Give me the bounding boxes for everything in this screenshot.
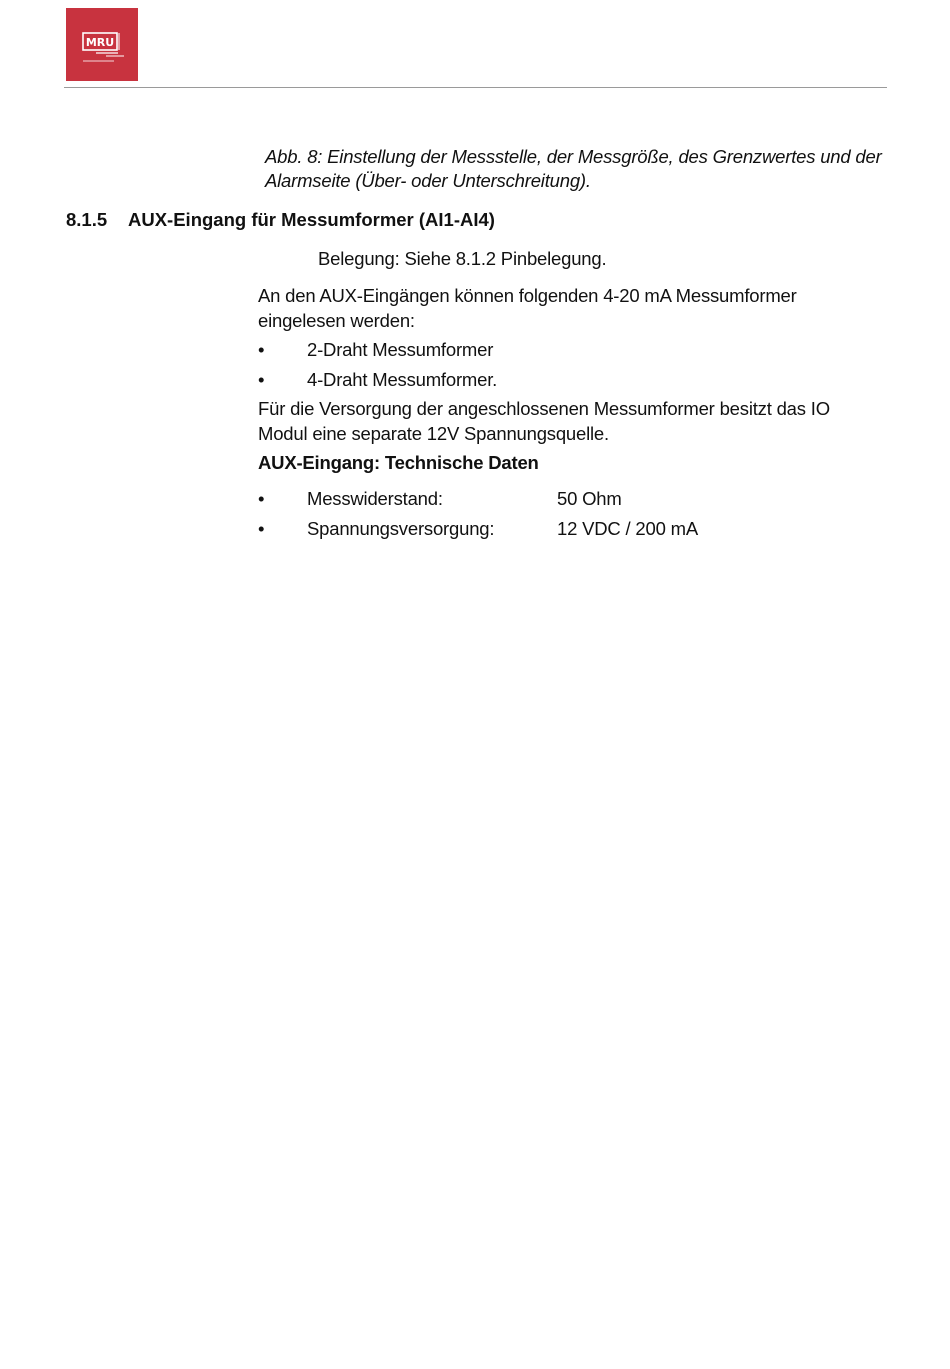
assignment-note: Belegung: Siehe 8.1.2 Pinbelegung. <box>318 248 607 269</box>
tech-data-label: Spannungsversorgung: <box>307 518 495 539</box>
tech-data-value: 12 VDC / 200 mA <box>557 518 698 539</box>
section-heading <box>66 208 495 232</box>
logo-mark-icon <box>66 8 138 81</box>
header-divider <box>64 87 887 88</box>
list-item-text: 4-Draht Messumformer. <box>307 369 498 390</box>
list-item-text: 2-Draht Messumformer <box>307 339 494 360</box>
intro-paragraph: An den AUX-Eingängen können folgenden 4-20 mA Messumformer eingelesen werden: <box>258 285 797 331</box>
section-title: AUX-Eingang für Messumformer (AI1-AI4) <box>128 209 495 230</box>
bullet-icon: • <box>258 518 265 539</box>
bullet-icon: • <box>258 339 265 360</box>
tech-data-value: 50 Ohm <box>557 488 622 509</box>
svg-text:MRU: MRU <box>85 36 115 49</box>
bullet-icon: • <box>258 488 265 509</box>
company-logo <box>66 8 138 81</box>
tech-data-label: Messwiderstand: <box>307 488 443 509</box>
bullet-icon: • <box>258 369 265 390</box>
supply-paragraph: Für die Versorgung der angeschlossenen Messumformer besitzt das IO Modul eine separate 12V Spannungsquelle. <box>258 398 830 444</box>
section-number: 8.1.5 <box>66 209 108 230</box>
tech-data-heading: AUX-Eingang: Technische Daten <box>258 452 539 473</box>
figure-caption: Abb. 8: Einstellung der Messstelle, der Messgröße, des Grenzwertes und der Alarmseite (Über- oder Unterschreitung). <box>265 146 882 191</box>
